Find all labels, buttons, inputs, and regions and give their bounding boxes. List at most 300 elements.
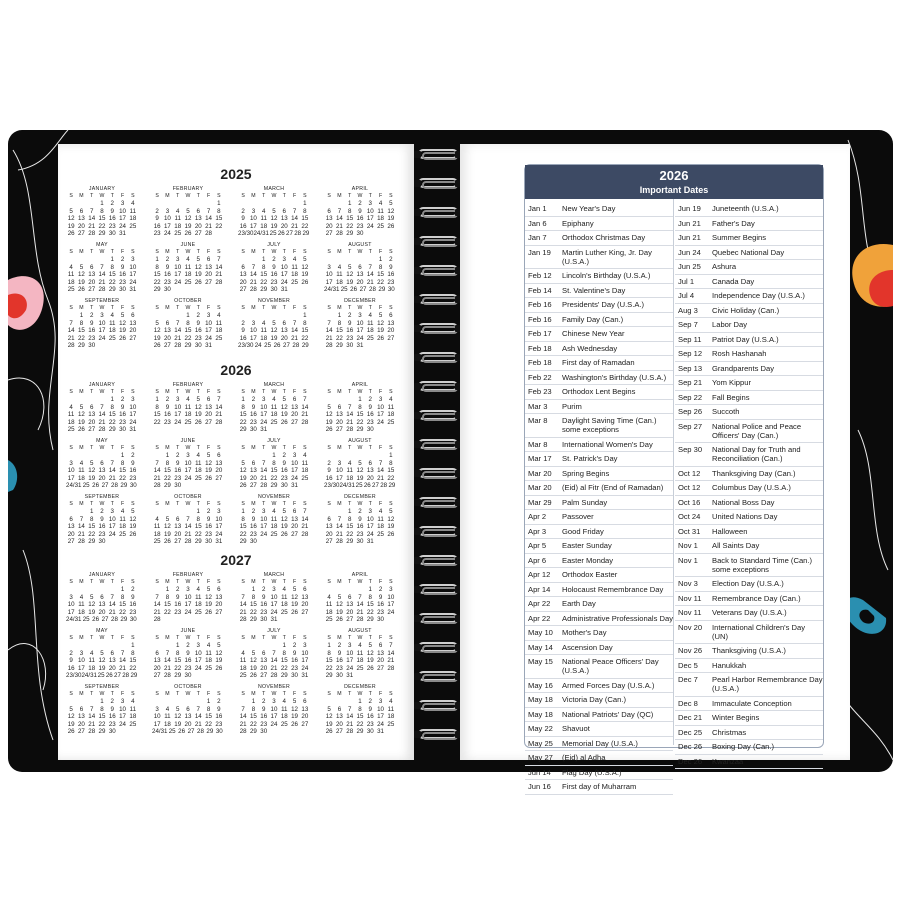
day-number [238, 200, 248, 207]
day-number: 12 [366, 649, 374, 657]
weekday-header [324, 389, 396, 396]
day-number: 27 [88, 285, 96, 293]
day-number: 27 [153, 671, 161, 679]
day-number: 4 [282, 586, 286, 594]
day-number: 25 [270, 418, 278, 426]
important-date-item [675, 496, 823, 511]
day-number: 4 [89, 649, 94, 657]
day-number: 10 [270, 705, 278, 713]
day-number: 11 [301, 459, 309, 467]
day-number: 25 [301, 474, 309, 482]
week-row [152, 256, 224, 263]
weekday-letter: W [185, 579, 191, 585]
day-number: 23 [366, 720, 374, 728]
holiday-name: Yom Kippur [712, 378, 751, 387]
week-row [324, 728, 396, 735]
day-number: 16 [260, 601, 268, 609]
day-number: 1 [175, 642, 180, 650]
day-number: 6 [165, 319, 170, 327]
day-number: 22 [153, 418, 161, 426]
day-number: 25 [108, 334, 116, 342]
week-row [152, 271, 224, 278]
day-number: 13 [67, 523, 75, 531]
day-number: 27 [174, 537, 182, 545]
day-number: 27 [387, 334, 395, 342]
day-number [279, 538, 289, 545]
week-row [66, 327, 138, 334]
date-label: May 10 [528, 628, 553, 637]
weekday-letter: F [206, 445, 211, 451]
day-number: 10 [119, 705, 126, 713]
weekday-letter: M [251, 389, 256, 395]
weekday-letter: S [155, 579, 159, 585]
day-number: 19 [174, 720, 182, 728]
day-number: 13 [249, 467, 257, 475]
day-number [269, 538, 279, 545]
important-date-item [525, 269, 673, 284]
day-number: 5 [79, 403, 84, 411]
day-number: 15 [260, 271, 268, 279]
day-number: 28 [294, 229, 302, 237]
day-number: 5 [120, 312, 125, 320]
day-number: 14 [153, 601, 161, 609]
day-number: 23 [163, 418, 171, 426]
weekday-letter: M [165, 389, 170, 395]
week-row [152, 642, 224, 649]
important-date-item [525, 626, 673, 641]
day-number: 29 [301, 341, 309, 349]
day-number [279, 312, 289, 319]
day-number: 19 [280, 411, 288, 419]
day-number: 15 [325, 657, 333, 665]
date-label: Dec 26 [678, 756, 703, 766]
day-number: 23 [291, 664, 298, 672]
date-label: Sep 11 [678, 334, 702, 344]
day-number: 1 [347, 508, 352, 516]
day-number: 21 [239, 720, 247, 728]
week-row [324, 523, 396, 530]
month-calendar [152, 298, 224, 349]
teal-flower-right [844, 597, 886, 634]
day-number: 25 [280, 720, 288, 728]
weekday-letter: T [348, 249, 352, 255]
day-number: 14 [301, 403, 309, 411]
day-number: 9 [347, 319, 352, 327]
week-row [238, 516, 310, 523]
day-number: 18 [194, 601, 202, 609]
day-number: 9 [175, 593, 180, 601]
day-number: 19 [88, 474, 96, 482]
day-number: 4 [155, 515, 159, 523]
day-number: 7 [337, 207, 342, 215]
day-number: 25 [280, 608, 288, 616]
spiral-coil [416, 554, 460, 568]
week-row [324, 320, 396, 327]
weekday-letter: F [120, 579, 125, 585]
day-number: 17 [249, 334, 257, 342]
day-number: 22 [153, 278, 161, 286]
holiday-name: United Nations Day [712, 512, 778, 521]
weekday-letter: S [241, 579, 245, 585]
weekday-letter: F [378, 249, 383, 255]
month-calendar [66, 494, 138, 545]
day-number: 19 [153, 334, 161, 342]
day-number: 2 [206, 508, 211, 516]
day-number: 29 [77, 341, 85, 349]
day-number [152, 642, 162, 649]
weekday-letter: M [79, 249, 84, 255]
day-number: 14 [119, 657, 126, 665]
day-number: 29 [163, 481, 171, 489]
week-row [152, 426, 224, 433]
day-number: 3 [327, 263, 331, 271]
spiral-coil [416, 525, 460, 539]
day-number: 20 [184, 720, 192, 728]
weekday-letter: F [292, 501, 297, 507]
day-number: 22 [260, 278, 268, 286]
day-number [128, 342, 138, 349]
weekday-letter: T [282, 635, 286, 641]
important-date-item [675, 740, 823, 755]
day-number: 16 [98, 523, 106, 531]
day-number: 2 [217, 698, 221, 706]
day-number: 21 [249, 278, 257, 286]
weekday-letter: W [271, 501, 277, 507]
weekday-letter: S [327, 501, 331, 507]
day-number: 13 [98, 601, 106, 609]
day-number: 16 [129, 467, 137, 475]
day-number: 20 [77, 222, 85, 230]
day-number: 24 [205, 334, 212, 342]
day-number: 25 [264, 341, 272, 349]
day-number: 14 [346, 411, 354, 419]
day-number: 15 [239, 411, 247, 419]
day-number: 12 [77, 411, 85, 419]
day-number: 21 [335, 530, 343, 538]
day-number: 10 [301, 649, 309, 657]
month-name: AUGUST [348, 438, 372, 444]
month-calendar [238, 186, 310, 237]
date-label: Mar 8 [528, 416, 548, 425]
date-label: Nov 1 [678, 555, 698, 565]
weekday-letter: M [251, 193, 256, 199]
weekday-letter: F [292, 249, 297, 255]
day-number: 12 [301, 263, 309, 271]
day-number: 29 [325, 671, 333, 679]
day-number: 29 [249, 727, 257, 735]
weekday-letter: S [303, 305, 307, 311]
important-date-item [525, 496, 673, 511]
weekday-letter: W [185, 501, 191, 507]
day-number: 28 [163, 671, 171, 679]
important-date-item [675, 260, 823, 275]
day-number: 26 [194, 278, 202, 286]
important-date-item [525, 722, 673, 737]
weekday-letter: T [196, 445, 200, 451]
day-number: 18 [377, 523, 384, 531]
day-number: 13 [77, 215, 85, 223]
day-number: 9 [389, 263, 393, 271]
day-number: 2 [110, 698, 114, 706]
week-row [66, 665, 138, 672]
holiday-name: Presidents' Day (U.S.A.) [562, 300, 645, 309]
day-number [193, 672, 203, 679]
month-calendar [324, 494, 396, 545]
day-number: 28 [174, 341, 182, 349]
weekday-letter: T [90, 691, 94, 697]
month-name: DECEMBER [344, 494, 376, 500]
day-number: 15 [387, 467, 395, 475]
weekday-letter: S [69, 501, 73, 507]
day-number: 11 [387, 403, 395, 411]
day-number: 15 [98, 215, 106, 223]
day-number: 6 [251, 459, 256, 467]
day-number: 22 [108, 418, 116, 426]
week-row [238, 411, 310, 418]
day-number: 25 [67, 425, 75, 433]
week-row [66, 335, 138, 342]
important-date-item [525, 737, 673, 752]
weekday-header [324, 193, 396, 200]
day-number: 12 [98, 657, 106, 665]
day-number: 24 [377, 418, 384, 426]
day-number: 22 [77, 334, 85, 342]
day-number: 28 [301, 530, 309, 538]
day-number: 8 [175, 649, 180, 657]
day-number: 24 [163, 229, 171, 237]
holiday-name: Spring Begins [562, 468, 610, 478]
day-number: 12 [194, 263, 202, 271]
day-number: 16 [194, 327, 202, 335]
weekday-letter: W [271, 579, 277, 585]
date-label: Feb 23 [528, 387, 552, 396]
month-calendar [238, 628, 310, 679]
day-number: 19 [67, 222, 75, 230]
day-number: 24 [174, 278, 182, 286]
day-number: 17 [98, 327, 106, 335]
day-number: 6 [261, 649, 266, 657]
weekday-letter: T [176, 389, 180, 395]
day-number: 30 [280, 481, 288, 489]
day-number [214, 342, 224, 349]
holiday-name: Juneteenth (U.S.A.) [712, 204, 779, 213]
day-number: 27 [346, 615, 354, 623]
weekday-letter: M [79, 193, 84, 199]
day-number: 6 [327, 515, 331, 523]
spiral-coil [416, 148, 460, 162]
day-number: 31 [291, 481, 298, 489]
day-number [173, 312, 183, 319]
day-number: 27 [372, 481, 379, 489]
weekday-letter: M [337, 691, 342, 697]
holiday-name: Grandparents Day [712, 363, 775, 373]
day-number: 14 [88, 215, 96, 223]
day-number: 12 [215, 649, 223, 657]
day-number: 11 [346, 467, 353, 475]
day-number: 25 [355, 481, 363, 489]
date-label: Apr 5 [528, 541, 547, 550]
date-label: Jun 21 [678, 233, 701, 242]
holiday-name: Election Day (U.S.A.) [712, 579, 784, 588]
day-number: 30 [346, 341, 354, 349]
day-number: 23 [270, 278, 278, 286]
week-row [324, 538, 396, 545]
day-number: 20 [153, 664, 161, 672]
day-number: 13 [377, 649, 384, 657]
day-number: 18 [270, 523, 278, 531]
day-number: 20 [194, 222, 202, 230]
day-number: 9 [165, 263, 170, 271]
weekday-letter: T [282, 305, 286, 311]
weekday-letter: F [378, 305, 383, 311]
weekday-letter: S [69, 691, 73, 697]
week-row [152, 467, 224, 474]
day-number: 27 [286, 229, 293, 237]
day-number: 23 [387, 278, 395, 286]
week-row [66, 713, 138, 720]
day-number: 16 [184, 657, 192, 665]
day-number: 12 [387, 515, 395, 523]
day-number: 21 [67, 334, 75, 342]
holiday-name: Passover [562, 512, 594, 521]
weekday-letter: S [389, 579, 393, 585]
day-number [238, 312, 248, 319]
week-row [324, 706, 396, 713]
day-number: 5 [292, 586, 297, 594]
day-number: 25 [325, 615, 333, 623]
day-number: 18 [67, 278, 75, 286]
day-number [66, 200, 76, 207]
day-number: 30 [356, 229, 364, 237]
holiday-name: National Day for Truth and Reconciliation (Can.) [712, 445, 801, 463]
day-number: 30 [98, 537, 106, 545]
day-number: 31 [119, 229, 126, 237]
month-calendar [66, 438, 138, 489]
day-number: 22 [119, 474, 126, 482]
day-number: 13 [163, 327, 171, 335]
important-date-item [525, 766, 673, 781]
day-number [248, 256, 258, 263]
day-number: 20 [366, 474, 374, 482]
important-date-item [675, 539, 823, 554]
day-number: 27 [377, 664, 384, 672]
weekday-letter: S [241, 193, 245, 199]
day-number: 31 [129, 285, 137, 293]
day-number [214, 426, 224, 433]
day-number: 22 [98, 720, 106, 728]
holiday-name: Independence Day (U.S.A.) [712, 291, 805, 300]
date-label: Feb 12 [528, 271, 552, 280]
day-number [203, 200, 213, 207]
day-number: 5 [327, 403, 331, 411]
holiday-name: Easter Monday [562, 555, 614, 565]
month-calendar [324, 242, 396, 293]
date-label: Nov 1 [678, 541, 698, 550]
week-row [152, 650, 224, 657]
day-number: 30 [356, 537, 364, 545]
week-row [324, 200, 396, 207]
month-name: NOVEMBER [257, 494, 291, 500]
day-number: 6 [292, 508, 297, 516]
day-number: 26 [119, 334, 126, 342]
weekday-letter: T [368, 193, 372, 199]
weekday-letter: S [389, 445, 393, 451]
day-number: 6 [327, 207, 331, 215]
weekday-header [66, 389, 138, 396]
day-number: 24 [129, 418, 137, 426]
weekday-letter: M [251, 579, 256, 585]
day-number: 13 [153, 657, 161, 665]
day-number: 17 [301, 657, 309, 665]
day-number: 30 [366, 727, 374, 735]
weekday-header [66, 305, 138, 312]
day-number [345, 396, 355, 403]
day-number: 1 [217, 200, 221, 208]
day-number: 29 [239, 425, 247, 433]
day-number: 19 [194, 411, 202, 419]
day-number: 11 [377, 515, 384, 523]
day-number: 6 [303, 586, 307, 594]
important-date-item [675, 391, 823, 406]
day-number: 19 [280, 523, 288, 531]
day-number [214, 286, 224, 293]
day-number: 14 [301, 515, 309, 523]
holiday-name: Good Friday [562, 526, 604, 536]
day-number: 27 [129, 334, 137, 342]
day-number: 10 [249, 327, 257, 335]
day-number: 28 [153, 615, 161, 623]
week-row [238, 657, 310, 664]
week-row [324, 452, 396, 459]
day-number: 2 [165, 256, 170, 264]
weekday-letter: T [176, 193, 180, 199]
weekday-letter: T [110, 305, 114, 311]
day-number: 1 [186, 312, 190, 320]
date-label: Jun 21 [678, 218, 701, 228]
day-number: 15 [356, 411, 364, 419]
day-number [183, 482, 193, 489]
weekday-letter: T [282, 691, 286, 697]
day-number: 3 [217, 508, 221, 516]
day-number: 6 [282, 319, 286, 327]
day-number: 25 [82, 615, 90, 623]
holiday-name: (Eid) al Fitr (End of Ramadan) [562, 483, 664, 492]
date-label: Jan 1 [528, 204, 547, 213]
weekday-letter: T [368, 445, 372, 451]
day-number: 2 [69, 649, 73, 657]
weekday-letter: F [120, 635, 125, 641]
day-number: 13 [301, 593, 309, 601]
day-number: 22 [194, 530, 202, 538]
day-number: 21 [346, 418, 354, 426]
holiday-name: Easter Sunday [562, 541, 612, 550]
week-row [238, 586, 310, 593]
date-label: Jun 24 [678, 247, 701, 257]
day-number: 3 [303, 642, 307, 650]
day-number: 31 [377, 727, 384, 735]
day-number: 18 [260, 222, 268, 230]
day-number: 23 [88, 334, 96, 342]
day-number: 10 [366, 515, 374, 523]
week-row [66, 508, 138, 515]
day-number: 7 [251, 263, 256, 271]
day-number: 4 [69, 403, 73, 411]
weekday-header [324, 501, 396, 508]
weekday-header [66, 193, 138, 200]
day-number [300, 286, 310, 293]
holiday-name: Martin Luther King, Jr. Day (U.S.A.) [562, 247, 652, 266]
week-row [152, 609, 224, 616]
